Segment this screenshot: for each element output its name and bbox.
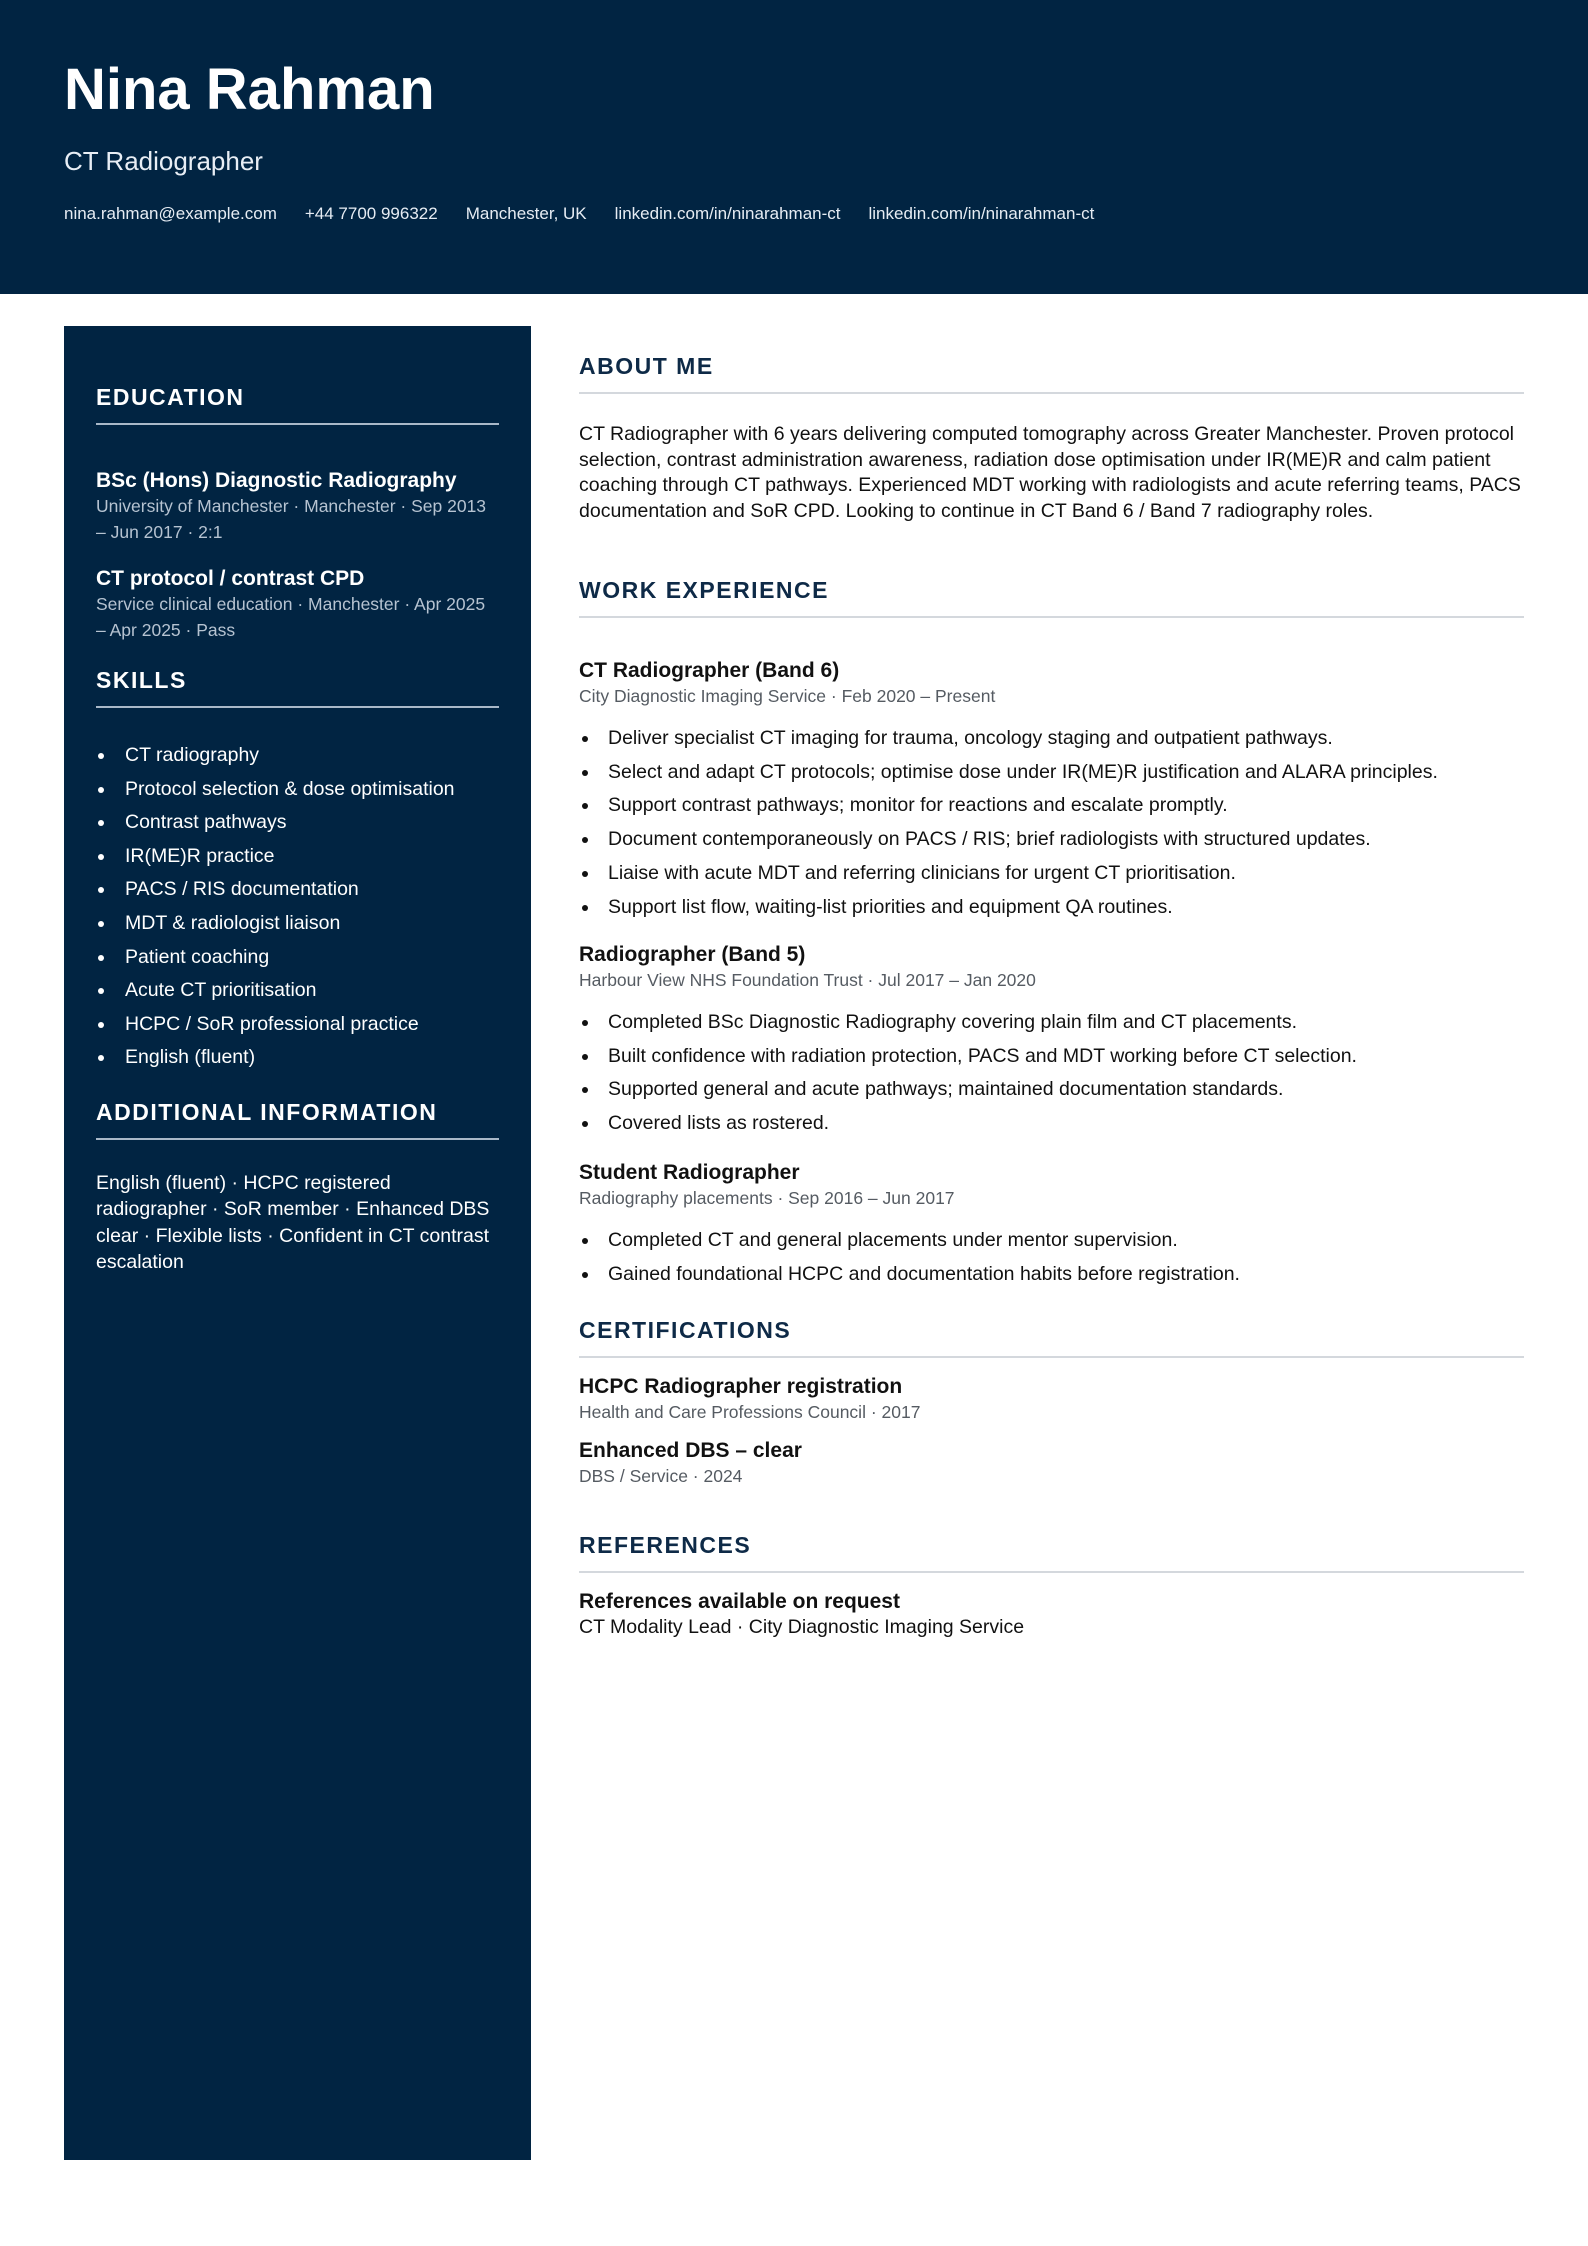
sidebar — [64, 326, 531, 2160]
references-contact: CT Modality Lead · City Diagnostic Imaging Service — [579, 1616, 1025, 1639]
education-item — [96, 467, 499, 545]
skill-item: Contrast pathways — [96, 806, 499, 840]
certification-title: Enhanced DBS – clear — [579, 1439, 802, 1462]
skill-item: CT radiography — [96, 739, 499, 773]
skill-item: IR(ME)R practice — [96, 840, 499, 874]
job-bullet: Completed BSc Diagnostic Radiography covering plain film and CT placements. — [579, 1006, 1524, 1040]
job-entry — [579, 1160, 1524, 1211]
job-title: Student Radiographer — [579, 1161, 800, 1184]
job-bullet: Supported general and acute pathways; maintained documentation standards. — [579, 1073, 1524, 1107]
job-title: CT Radiographer (Band 6) — [579, 659, 840, 682]
skill-item: Protocol selection & dose optimisation — [96, 773, 499, 807]
job-employer-dates: City Diagnostic Imaging Service · Feb 2020 – Present — [579, 686, 996, 707]
job-bullet: Document contemporaneously on PACS / RIS; brief radiologists with structured updates. — [579, 823, 1524, 857]
certification-item — [579, 1438, 1524, 1489]
job-bullets — [579, 1006, 1524, 1141]
about-text: CT Radiographer with 6 years delivering computed tomography across Greater Manchester. Proven protocol selection, contrast administration awareness, radiation dose optimisation under IR(ME)R and calm patient coaching through CT pathways. Experienced MDT working with radiologists and acute referring teams, PACS documentation and SoR CPD. Looking to continue in CT Band 6 / Band 7 radiography roles. — [579, 423, 1521, 522]
job-bullet: Completed CT and general placements under mentor supervision. — [579, 1224, 1524, 1258]
education-title: CT protocol / contrast CPD — [96, 567, 365, 590]
skill-item: Acute CT prioritisation — [96, 974, 499, 1008]
skill-item: English (fluent) — [96, 1041, 499, 1075]
job-bullets — [579, 1224, 1524, 1291]
education-details: Service clinical education · Manchester · Apr 2025 – Apr 2025 · Pass — [96, 594, 486, 640]
skill-item: HCPC / SoR professional practice — [96, 1008, 499, 1042]
education-title: BSc (Hons) Diagnostic Radiography — [96, 469, 457, 492]
skill-item: MDT & radiologist liaison — [96, 907, 499, 941]
contact-phone[interactable]: +44 7700 996322 — [304, 204, 438, 223]
job-bullet: Select and adapt CT protocols; optimise dose under IR(ME)R justification and ALARA principles. — [579, 756, 1524, 790]
education-details: University of Manchester · Manchester · Sep 2013 – Jun 2017 · 2:1 — [96, 496, 487, 542]
references-entry — [579, 1589, 1524, 1641]
contact-linkedin[interactable]: linkedin.com/in/ninarahman-ct — [614, 204, 841, 223]
job-bullet: Built confidence with radiation protection, PACS and MDT working before CT selection. — [579, 1040, 1524, 1074]
contact-linkedin-secondary[interactable]: linkedin.com/in/ninarahman-ct — [868, 204, 1095, 223]
job-bullet: Support list flow, waiting-list priorities and equipment QA routines. — [579, 891, 1524, 925]
additional-info-text: English (fluent) · HCPC registered radiographer · SoR member · Enhanced DBS clear · Flexible lists · Confident in CT contrast escalation — [96, 1172, 490, 1273]
job-entry — [579, 942, 1524, 993]
job-title: Radiographer (Band 5) — [579, 943, 806, 966]
references-heading: REFERENCES — [579, 1532, 1524, 1573]
skills-heading: SKILLS — [96, 667, 499, 708]
certification-item — [579, 1374, 1524, 1425]
certification-issuer: DBS / Service · 2024 — [579, 1466, 743, 1487]
skills-list — [96, 739, 499, 1075]
contact-email[interactable]: nina.rahman@example.com — [64, 204, 277, 223]
references-title: References available on request — [579, 1590, 900, 1613]
job-bullet: Support contrast pathways; monitor for reactions and escalate promptly. — [579, 789, 1524, 823]
about-heading: ABOUT ME — [579, 353, 1524, 394]
skill-item: PACS / RIS documentation — [96, 873, 499, 907]
job-bullet: Gained foundational HCPC and documentation habits before registration. — [579, 1258, 1524, 1292]
education-item — [96, 565, 499, 643]
certification-title: HCPC Radiographer registration — [579, 1375, 903, 1398]
education-heading: EDUCATION — [96, 384, 499, 425]
contact-location: Manchester, UK — [465, 204, 587, 223]
certifications-heading: CERTIFICATIONS — [579, 1317, 1524, 1358]
job-employer-dates: Radiography placements · Sep 2016 – Jun 2017 — [579, 1188, 955, 1209]
certification-issuer: Health and Care Professions Council · 2017 — [579, 1402, 921, 1423]
job-role: CT Radiographer — [64, 146, 263, 176]
candidate-name: Nina Rahman — [64, 57, 435, 122]
additional-info-heading: ADDITIONAL INFORMATION — [96, 1099, 499, 1140]
job-entry — [579, 658, 1524, 709]
contact-bar — [64, 204, 1094, 224]
job-bullet: Covered lists as rostered. — [579, 1107, 1524, 1141]
skill-item: Patient coaching — [96, 941, 499, 975]
experience-heading: WORK EXPERIENCE — [579, 577, 1524, 618]
header-banner — [0, 0, 1588, 294]
job-employer-dates: Harbour View NHS Foundation Trust · Jul 2017 – Jan 2020 — [579, 970, 1036, 991]
job-bullets — [579, 722, 1524, 924]
job-bullet: Liaise with acute MDT and referring clinicians for urgent CT prioritisation. — [579, 857, 1524, 891]
job-bullet: Deliver specialist CT imaging for trauma, oncology staging and outpatient pathways. — [579, 722, 1524, 756]
